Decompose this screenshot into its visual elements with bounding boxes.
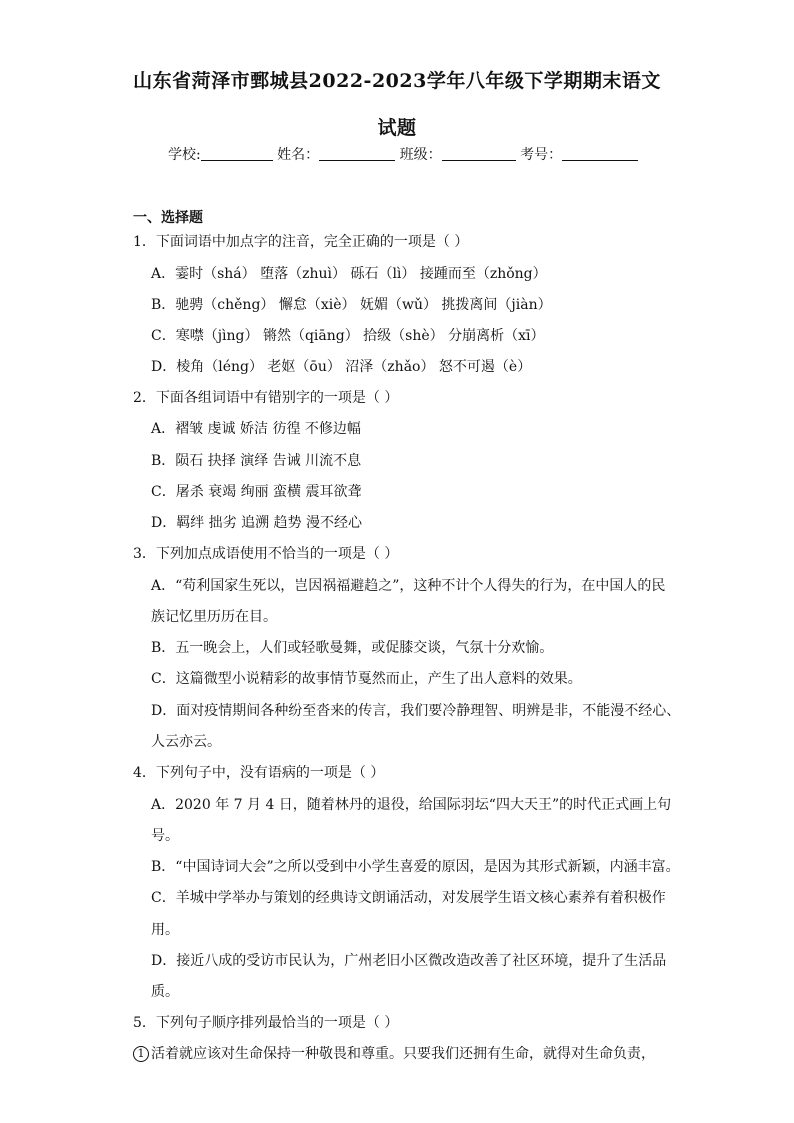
question-option: A．2020 年 7 月 4 日，随着林丹的退役，给国际羽坛“四大天王”的时代正式画上句 [151,797,672,813]
question-option: B．“中国诗词大会”之所以受到中小学生喜爱的原因，是因为其形式新颖，内涵丰富。 [151,859,680,875]
question-stem: 1．下面词语中加点字的注音，完全正确的一项是（ ） [133,234,469,250]
question-option: C．寒噤（jìng） 锵然（qiāng） 拾级（shè） 分崩离析（xī） [151,328,545,344]
passage-line [133,1044,655,1064]
name-label: 姓名： [277,147,320,163]
question-option-continued: 族记忆里历历在目。 [151,609,277,625]
question-option: B．驰骋（chěng） 懈怠（xiè） 妩媚（wǔ） 挑拨离间（jiàn） [151,297,552,313]
school-label: 学校: [168,147,201,163]
question-option-continued: 人云亦云。 [151,734,221,750]
question-option-continued: 质。 [151,984,179,1000]
question-option: D．棱角（léng） 老妪（ōu） 沼泽（zhǎo） 怒不可遏（è） [151,359,532,375]
name-blank [319,146,395,161]
exam-number-blank [562,146,638,161]
passage-text: 活着就应该对生命保持一种敬畏和尊重。只要我们还拥有生命，就得对生命负责， [151,1046,655,1062]
question-option: C．屠杀 衰竭 绚丽 蛮横 震耳欲聋 [151,484,362,500]
question-option: B．五一晚会上，人们或轻歌曼舞，或促膝交谈，气氛十分欢愉。 [151,640,554,656]
question-stem: 5．下列句子顺序排列最恰当的一项是（ ） [133,1015,399,1031]
exam-title-line1: 山东省菏泽市鄄城县2022-2023学年八年级下学期期末语文 [133,70,661,92]
question-option: C．羊城中学举办与策划的经典诗文朗诵活动，对发展学生语文核心素养有着积极作 [151,890,666,906]
question-option: A．霎时（shá） 堕落（zhuì） 砾石（lì） 接踵而至（zhǒng） [151,266,547,282]
question-stem: 3．下列加点成语使用不恰当的一项是（ ） [133,546,399,562]
question-option: B．陨石 抉择 演绎 告诫 川流不息 [151,453,362,469]
exam-title-line2: 试题 [377,117,417,139]
question-option: C．这篇微型小说精彩的故事情节戛然而止，产生了出人意料的效果。 [151,671,582,687]
section-heading: 一、选择题 [133,210,203,226]
question-stem: 2．下面各组词语中有错别字的一项是（ ） [133,390,399,406]
question-option: D．羁绊 拙劣 追溯 趋势 漫不经心 [151,515,363,531]
question-option-continued: 号。 [151,828,179,844]
class-label: 班级： [399,147,442,163]
exam-number-label: 考号： [520,147,563,163]
question-option: A．褶皱 虔诚 娇洁 彷徨 不修边幅 [151,421,361,437]
question-option: D．面对疫情期间各种纷至沓来的传言，我们要冷静理智、明辨是非，不能漫不经心、 [151,703,681,719]
student-info-row [168,144,638,164]
school-blank [201,146,273,161]
question-option: A．“苟利国家生死以，岂因祸福避趋之”，这种不计个人得失的行为，在中国人的民 [151,578,666,594]
question-option: D．接近八成的受访市民认为，广州老旧小区微改造改善了社区环境，提升了生活品 [151,953,667,969]
class-blank [442,146,516,161]
question-option-continued: 用。 [151,922,179,938]
circled-number-one: 1 [133,1046,149,1062]
question-stem: 4．下列句子中，没有语病的一项是（ ） [133,765,385,781]
